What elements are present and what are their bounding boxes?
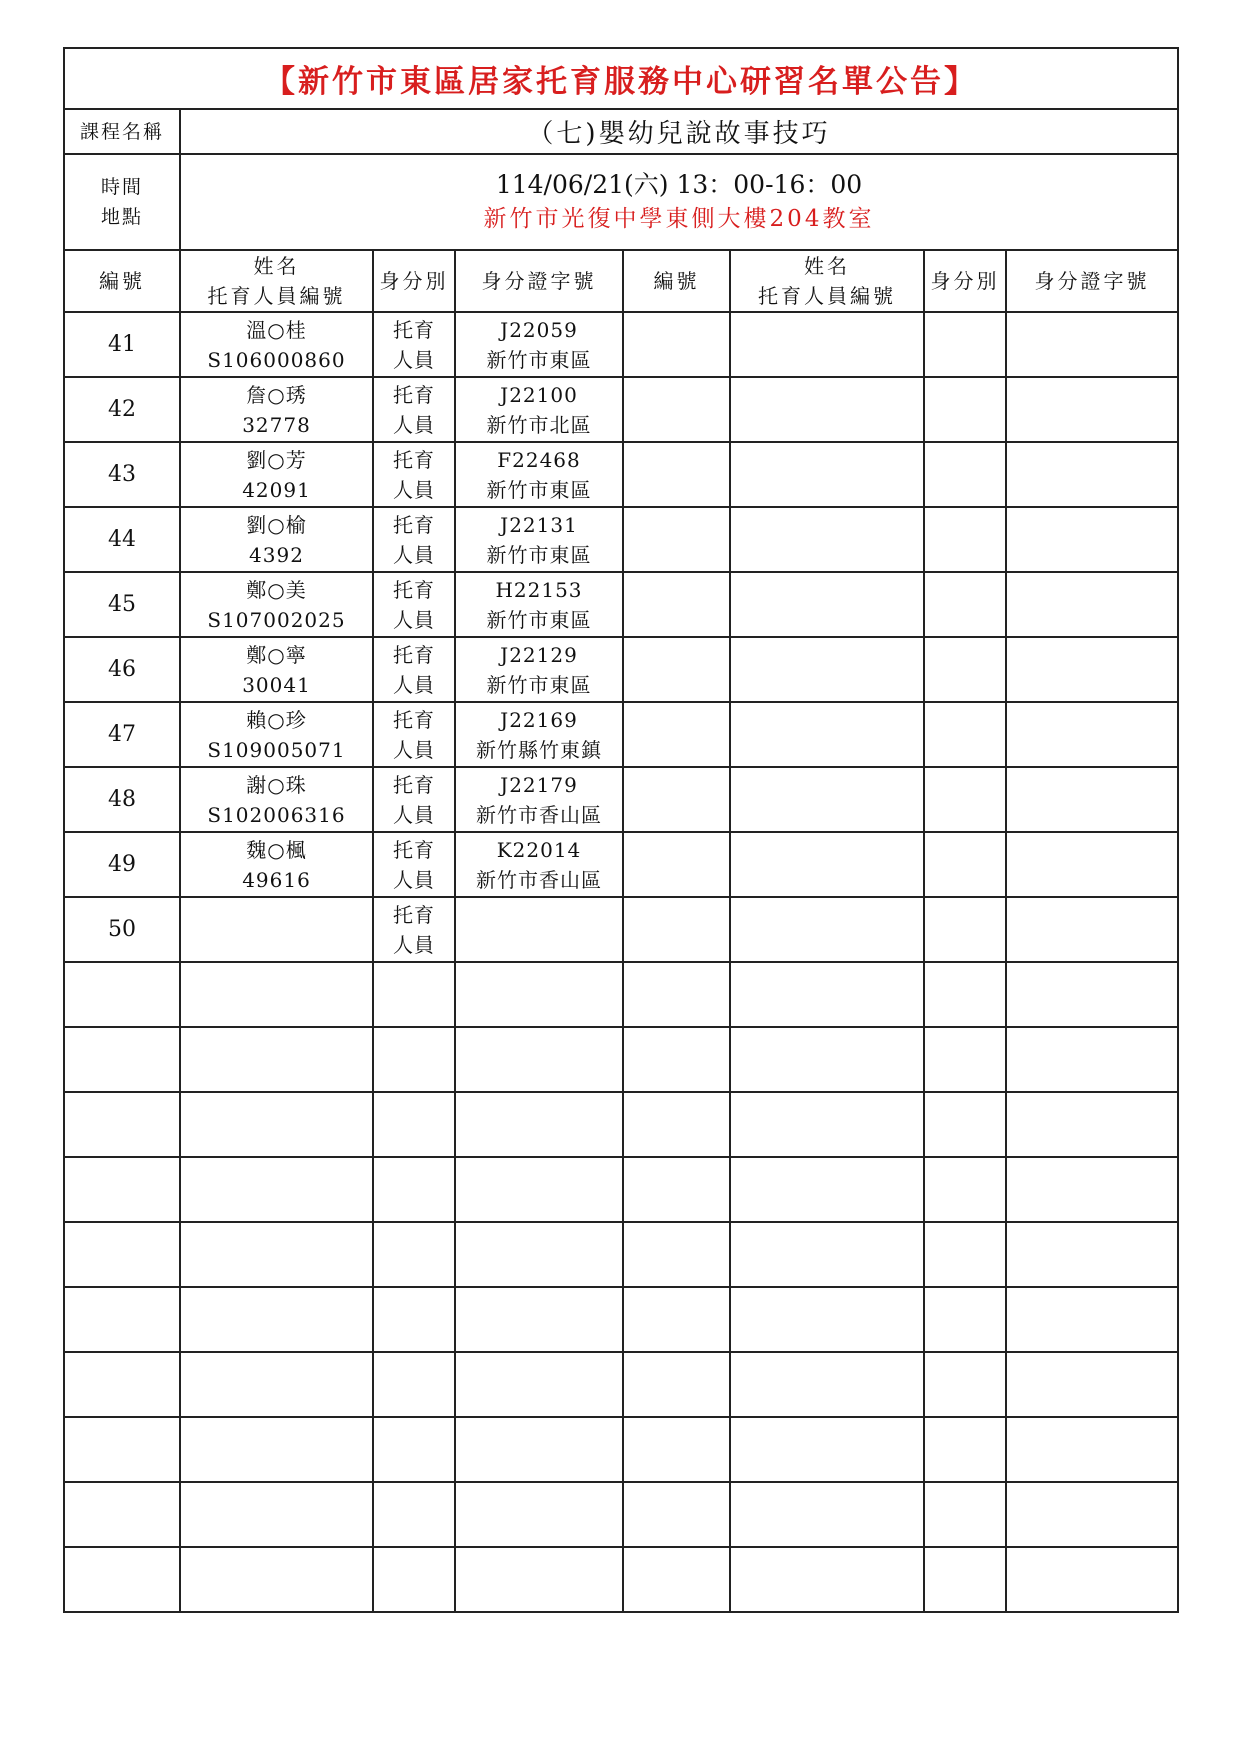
table-row [64, 507, 1178, 572]
row-identity-cell [373, 1482, 455, 1547]
row-number [64, 1417, 180, 1482]
row-name: 魏○楓 [246, 837, 307, 862]
row-identity-cell [373, 1157, 455, 1222]
row-role-2: 人員 [393, 802, 435, 827]
table-row [64, 1482, 1178, 1547]
table-row [64, 377, 1178, 442]
row-number: 43 [64, 442, 180, 507]
row-role-1: 托育 [393, 382, 435, 407]
table-row [64, 1547, 1178, 1612]
row-id-cell-2 [1006, 702, 1178, 767]
row-id-cell [455, 1287, 623, 1352]
row-role-2: 人員 [393, 412, 435, 437]
row-name-cell-2 [730, 702, 924, 767]
row-staff-id: S102006316 [207, 802, 346, 827]
row-identity-cell-2 [924, 897, 1006, 962]
row-identity-cell [373, 312, 455, 377]
row-id-cell [455, 1222, 623, 1287]
row-number [64, 1092, 180, 1157]
row-name-cell-2 [730, 507, 924, 572]
row-number [64, 1027, 180, 1092]
column-headers [64, 250, 1178, 312]
row-number-2 [623, 507, 730, 572]
row-role-2: 人員 [393, 607, 435, 632]
row-name-cell-2 [730, 572, 924, 637]
row-name-cell-2 [730, 637, 924, 702]
row-number [64, 1222, 180, 1287]
row-id-cell [455, 962, 623, 1027]
row-number [64, 1547, 180, 1612]
row-number [64, 962, 180, 1027]
row-number: 45 [64, 572, 180, 637]
row-id-cell-2 [1006, 1222, 1178, 1287]
row-id-cell-2 [1006, 442, 1178, 507]
row-id-cell [455, 1092, 623, 1157]
row-identity-cell-2 [924, 637, 1006, 702]
row-identity-cell [373, 1222, 455, 1287]
row-district: 新竹市東區 [486, 542, 592, 567]
row-number-2 [623, 1222, 730, 1287]
row-name-cell-2 [730, 1482, 924, 1547]
row-id-number: J22131 [500, 512, 578, 537]
row-staff-id: 42091 [242, 477, 311, 502]
row-staff-id: S109005071 [207, 737, 346, 762]
table-row [64, 1092, 1178, 1157]
row-role-1: 托育 [393, 577, 435, 602]
row-role-1: 托育 [393, 707, 435, 732]
row-id-cell-2 [1006, 637, 1178, 702]
row-identity-cell-2 [924, 507, 1006, 572]
row-name-cell [180, 442, 373, 507]
row-number-2 [623, 767, 730, 832]
row-name-cell-2 [730, 1092, 924, 1157]
row-name: 劉○芳 [246, 447, 307, 472]
row-identity-cell [373, 702, 455, 767]
row-identity-cell [373, 377, 455, 442]
row-name-cell-2 [730, 832, 924, 897]
row-name-cell [180, 962, 373, 1027]
row-id-cell [455, 1027, 623, 1092]
table-row [64, 637, 1178, 702]
row-number: 48 [64, 767, 180, 832]
row-role-2: 人員 [393, 542, 435, 567]
row-id-cell-2 [1006, 312, 1178, 377]
row-id-number: F22468 [497, 447, 581, 472]
row-name-cell [180, 702, 373, 767]
row-name-cell [180, 312, 373, 377]
row-number-2 [623, 1417, 730, 1482]
row-identity-cell [373, 1027, 455, 1092]
row-staff-id: S106000860 [207, 347, 346, 372]
session-info [180, 154, 1178, 250]
row-name-cell [180, 1027, 373, 1092]
header-identity: 身分別 [373, 250, 455, 312]
row-role-1: 托育 [393, 837, 435, 862]
row-id-cell-2 [1006, 1027, 1178, 1092]
row-name-cell [180, 572, 373, 637]
header-name-label-2: 姓名 [804, 254, 850, 278]
row-number [64, 1157, 180, 1222]
row-id-cell [455, 442, 623, 507]
row-identity-cell-2 [924, 702, 1006, 767]
row-number: 46 [64, 637, 180, 702]
row-name: 詹○琇 [246, 382, 307, 407]
row-staff-id: 30041 [242, 672, 311, 697]
row-role-1: 托育 [393, 447, 435, 472]
table-row [64, 1027, 1178, 1092]
row-id-number: J22129 [500, 642, 578, 667]
row-number-2 [623, 1547, 730, 1612]
row-identity-cell-2 [924, 377, 1006, 442]
table-row [64, 572, 1178, 637]
row-identity-cell-2 [924, 1287, 1006, 1352]
row-district: 新竹市東區 [486, 672, 592, 697]
row-identity-cell-2 [924, 1222, 1006, 1287]
row-identity-cell-2 [924, 572, 1006, 637]
row-staff-id: 4392 [249, 542, 304, 567]
row-number-2 [623, 637, 730, 702]
header-id-number: 身分證字號 [455, 250, 623, 312]
header-name-label: 姓名 [253, 254, 300, 278]
table-row [64, 442, 1178, 507]
row-identity-cell [373, 832, 455, 897]
row-id-number: K22014 [496, 837, 582, 862]
row-role-2: 人員 [393, 737, 435, 762]
row-identity-cell-2 [924, 1157, 1006, 1222]
time-place-label [64, 154, 180, 250]
table-row [64, 702, 1178, 767]
table-row [64, 1352, 1178, 1417]
table-row [64, 1287, 1178, 1352]
row-number [64, 1352, 180, 1417]
row-name-cell [180, 1417, 373, 1482]
row-district: 新竹市東區 [486, 607, 592, 632]
row-identity-cell [373, 1287, 455, 1352]
row-name-cell-2 [730, 1417, 924, 1482]
row-id-cell [455, 1417, 623, 1482]
row-id-cell-2 [1006, 832, 1178, 897]
row-name-cell-2 [730, 442, 924, 507]
row-id-number: J22169 [500, 707, 578, 732]
row-name: 劉○榆 [246, 512, 307, 537]
row-id-cell-2 [1006, 1157, 1178, 1222]
row-identity-cell-2 [924, 962, 1006, 1027]
row-name-cell [180, 1482, 373, 1547]
row-id-cell-2 [1006, 1547, 1178, 1612]
row-identity-cell [373, 1352, 455, 1417]
row-number: 42 [64, 377, 180, 442]
table-row [64, 962, 1178, 1027]
row-id-cell [455, 832, 623, 897]
row-number-2 [623, 572, 730, 637]
row-role-2: 人員 [393, 672, 435, 697]
row-name-cell-2 [730, 377, 924, 442]
row-id-cell [455, 312, 623, 377]
row-number-2 [623, 442, 730, 507]
row-id-cell-2 [1006, 897, 1178, 962]
row-name-cell-2 [730, 767, 924, 832]
row-role-1: 托育 [393, 902, 435, 927]
row-identity-cell [373, 897, 455, 962]
row-id-cell [455, 897, 623, 962]
row-name-cell [180, 897, 373, 962]
row-id-cell-2 [1006, 1417, 1178, 1482]
row-name-cell [180, 1352, 373, 1417]
row-name-cell-2 [730, 897, 924, 962]
row-name-cell-2 [730, 962, 924, 1027]
row-number: 41 [64, 312, 180, 377]
row-name: 謝○珠 [246, 772, 307, 797]
row-district: 新竹縣竹東鎮 [476, 737, 602, 762]
row-id-cell [455, 702, 623, 767]
row-district: 新竹市香山區 [476, 802, 602, 827]
row-id-cell [455, 1482, 623, 1547]
course-name: （七)嬰幼兒說故事技巧 [180, 109, 1178, 154]
row-id-cell [455, 1352, 623, 1417]
row-district: 新竹市東區 [486, 347, 592, 372]
row-number: 49 [64, 832, 180, 897]
row-id-cell-2 [1006, 572, 1178, 637]
header-number: 編號 [64, 250, 180, 312]
row-identity-cell-2 [924, 312, 1006, 377]
row-identity-cell-2 [924, 1352, 1006, 1417]
place-label: 地點 [100, 206, 143, 228]
header-identity-2: 身分別 [924, 250, 1006, 312]
table-row [64, 832, 1178, 897]
row-identity-cell-2 [924, 832, 1006, 897]
row-id-cell [455, 572, 623, 637]
row-name-cell-2 [730, 1287, 924, 1352]
row-number-2 [623, 1352, 730, 1417]
row-name: 鄭○寧 [246, 642, 307, 667]
row-identity-cell [373, 1547, 455, 1612]
row-id-cell-2 [1006, 377, 1178, 442]
row-name-cell [180, 1547, 373, 1612]
row-name-cell [180, 637, 373, 702]
row-role-1: 托育 [393, 317, 435, 342]
row-id-cell-2 [1006, 767, 1178, 832]
header-staff-id-label-2: 托育人員編號 [758, 284, 896, 308]
row-name-cell [180, 377, 373, 442]
header-name [180, 250, 373, 312]
row-role-2: 人員 [393, 932, 435, 957]
row-role-1: 托育 [393, 512, 435, 537]
row-name-cell [180, 1287, 373, 1352]
row-identity-cell-2 [924, 1417, 1006, 1482]
row-id-number: J22179 [500, 772, 578, 797]
row-id-cell-2 [1006, 1092, 1178, 1157]
row-id-cell-2 [1006, 1352, 1178, 1417]
table-row [64, 1157, 1178, 1222]
row-name-cell [180, 1092, 373, 1157]
row-identity-cell-2 [924, 1547, 1006, 1612]
row-identity-cell [373, 507, 455, 572]
session-datetime: 114/06/21(六) 13：00-16：00 [495, 170, 863, 199]
row-id-cell-2 [1006, 962, 1178, 1027]
table-row [64, 1222, 1178, 1287]
row-number-2 [623, 1027, 730, 1092]
row-name-cell-2 [730, 312, 924, 377]
row-name-cell [180, 1157, 373, 1222]
row-name-cell-2 [730, 1222, 924, 1287]
row-role-1: 托育 [393, 772, 435, 797]
row-identity-cell-2 [924, 1092, 1006, 1157]
row-identity-cell-2 [924, 1482, 1006, 1547]
row-number-2 [623, 377, 730, 442]
row-number [64, 1482, 180, 1547]
row-number: 50 [64, 897, 180, 962]
row-identity-cell [373, 962, 455, 1027]
row-id-cell [455, 507, 623, 572]
roster-table [63, 47, 1179, 1613]
table-row [64, 1417, 1178, 1482]
row-number: 47 [64, 702, 180, 767]
row-id-cell [455, 1157, 623, 1222]
row-name-cell [180, 507, 373, 572]
row-identity-cell-2 [924, 1027, 1006, 1092]
row-role-1: 托育 [393, 642, 435, 667]
row-id-cell-2 [1006, 507, 1178, 572]
row-id-cell-2 [1006, 1482, 1178, 1547]
row-id-cell [455, 1547, 623, 1612]
row-id-number: J22100 [500, 382, 578, 407]
row-identity-cell [373, 637, 455, 702]
row-number-2 [623, 1157, 730, 1222]
row-number [64, 1287, 180, 1352]
row-identity-cell [373, 1092, 455, 1157]
row-number-2 [623, 832, 730, 897]
row-number-2 [623, 1092, 730, 1157]
row-number-2 [623, 1287, 730, 1352]
row-district: 新竹市東區 [486, 477, 592, 502]
row-id-number: H22153 [495, 577, 583, 602]
row-number-2 [623, 1482, 730, 1547]
row-number-2 [623, 312, 730, 377]
row-name-cell-2 [730, 1352, 924, 1417]
page-title: 【新竹市東區居家托育服務中心研習名單公告】 [64, 48, 1178, 109]
row-role-2: 人員 [393, 867, 435, 892]
row-staff-id: 49616 [242, 867, 311, 892]
row-name-cell [180, 832, 373, 897]
row-name-cell-2 [730, 1027, 924, 1092]
row-id-cell-2 [1006, 1287, 1178, 1352]
time-label: 時間 [100, 176, 143, 198]
row-id-cell [455, 637, 623, 702]
row-district: 新竹市香山區 [476, 867, 602, 892]
row-name-cell [180, 767, 373, 832]
row-identity-cell [373, 767, 455, 832]
row-name-cell-2 [730, 1157, 924, 1222]
row-identity-cell [373, 1417, 455, 1482]
row-district: 新竹市北區 [486, 412, 592, 437]
row-number-2 [623, 962, 730, 1027]
table-row [64, 312, 1178, 377]
row-name: 鄭○美 [246, 577, 307, 602]
row-id-number: J22059 [500, 317, 578, 342]
course-label: 課程名稱 [64, 109, 180, 154]
row-name: 賴○珍 [246, 707, 307, 732]
header-name-2 [730, 250, 924, 312]
table-row [64, 897, 1178, 962]
row-staff-id: S107002025 [207, 607, 346, 632]
row-role-2: 人員 [393, 477, 435, 502]
row-identity-cell-2 [924, 767, 1006, 832]
row-number-2 [623, 897, 730, 962]
row-name-cell-2 [730, 1547, 924, 1612]
header-id-number-2: 身分證字號 [1006, 250, 1178, 312]
header-staff-id-label: 托育人員編號 [207, 284, 346, 308]
row-number: 44 [64, 507, 180, 572]
row-role-2: 人員 [393, 347, 435, 372]
row-identity-cell [373, 572, 455, 637]
session-location: 新竹市光復中學東側大樓204教室 [483, 206, 875, 232]
row-name: 溫○桂 [246, 317, 307, 342]
row-id-cell [455, 377, 623, 442]
row-identity-cell-2 [924, 442, 1006, 507]
row-id-cell [455, 767, 623, 832]
row-identity-cell [373, 442, 455, 507]
table-row [64, 767, 1178, 832]
row-staff-id: 32778 [242, 412, 311, 437]
header-number-2: 編號 [623, 250, 730, 312]
row-name-cell [180, 1222, 373, 1287]
row-number-2 [623, 702, 730, 767]
